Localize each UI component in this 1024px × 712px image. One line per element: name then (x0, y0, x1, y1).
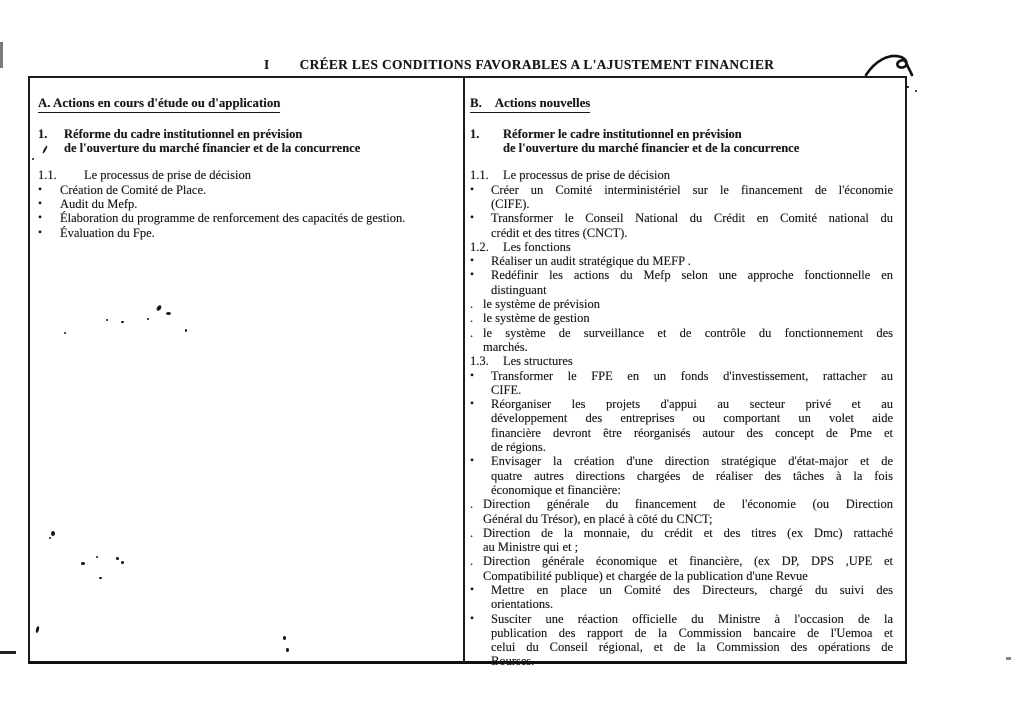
ink-speck (166, 312, 171, 315)
text-line: développement des entreprises ou comportant un volet aide (491, 411, 893, 426)
text-line: Les structures (503, 354, 573, 369)
item-text (60, 183, 455, 197)
text-line: distinguant (491, 282, 547, 297)
item-text (60, 211, 455, 225)
text-line: Redéfinir les actions du Mefp selon une approche fonctionnelle en (491, 268, 893, 283)
item-text (60, 226, 455, 240)
actions-table (28, 76, 907, 669)
list-item (470, 369, 893, 398)
item-text (491, 183, 893, 212)
ink-speck (51, 531, 55, 536)
list-item (470, 168, 893, 182)
text-line: Audit du Mefp. (60, 196, 138, 211)
spacer (470, 155, 893, 168)
dot-marker: . (470, 554, 474, 569)
bullet-marker: • (470, 212, 475, 225)
bullet-marker: • (470, 612, 475, 625)
text-line: CIFE. (491, 382, 522, 397)
item-text (483, 526, 893, 555)
bullet-marker: • (470, 255, 475, 268)
item-text (491, 583, 893, 612)
scan-edge-mark (0, 42, 3, 68)
text-line: économique et financière: (491, 482, 621, 497)
text-line: Direction générale économique et financière, (ex DP, DPS ,UPE et (483, 554, 893, 569)
title-text: CRÉER LES CONDITIONS FAVORABLES A L'AJUSTEMENT FINANCIER (299, 57, 775, 72)
number-marker: 1.1. (38, 168, 57, 183)
item-text (491, 369, 893, 398)
bullet-marker: • (38, 197, 43, 210)
list-item (38, 226, 455, 240)
list-item (470, 526, 893, 555)
column-b-header: B. Actions nouvelles (470, 96, 590, 113)
dot-marker: . (470, 311, 474, 326)
list-item (470, 183, 893, 212)
text-line: Le processus de prise de décision (503, 168, 670, 183)
spacer (38, 155, 455, 168)
text-line: financière devront être réorganisés autour des concept de Pme et (491, 425, 893, 440)
ink-speck (915, 90, 917, 92)
text-line: de l'ouverture du marché financier et de la concurrence (64, 141, 361, 156)
number-marker: 1.3. (470, 354, 489, 369)
text-line: au Ministre qui et ; (483, 540, 579, 555)
dot-marker: . (470, 497, 474, 512)
text-line: Création de Comité de Place. (60, 182, 207, 197)
text-line: Créer un Comité interministériel sur le financement de l'économie (491, 182, 893, 197)
dot-marker: . (470, 325, 474, 340)
number-marker: 1. (470, 126, 480, 141)
text-line: (CIFE). (491, 196, 530, 211)
ink-speck (121, 561, 124, 564)
list-item (470, 454, 893, 497)
list-item (38, 211, 455, 225)
item-text (483, 311, 893, 325)
title-roman-numeral: I (264, 57, 270, 72)
list-item (470, 254, 893, 268)
text-line: Réforme du cadre institutionnel en prévision (64, 126, 303, 141)
item-text (491, 211, 893, 240)
bullet-marker: • (470, 269, 475, 282)
bullet-marker: • (38, 226, 43, 239)
list-item (470, 354, 893, 368)
list-item (470, 311, 893, 325)
ink-speck (81, 562, 85, 565)
page-title (264, 57, 774, 73)
list-item (470, 554, 893, 583)
text-line: celui du Conseil régional, et de la Commission des opérations de (491, 640, 893, 655)
ink-speck (185, 329, 187, 332)
bullet-marker: • (470, 584, 475, 596)
scan-edge-mark (1006, 657, 1011, 660)
scan-edge-mark (0, 651, 16, 654)
dot-marker: . (470, 525, 474, 540)
item-text (503, 168, 893, 182)
number-marker: 1. (38, 126, 48, 141)
text-line: le système de gestion (483, 311, 590, 326)
text-line: Compatibilité publique) et chargée de la publication d'une Revue (483, 568, 808, 583)
pen-squiggle-icon (862, 48, 918, 82)
text-line: Direction de la monnaie, du crédit et des titres (ex Dmc) rattaché (483, 525, 893, 540)
text-line: Susciter une réaction officielle du Ministre à l'occasion de la (491, 611, 893, 626)
item-text (84, 168, 455, 182)
text-line: Général du Trésor), en placé à côté du CNCT; (483, 511, 713, 526)
number-marker: 1.2. (470, 239, 489, 254)
text-line: crédit et des titres (CNCT). (491, 225, 628, 240)
column-b-items (470, 127, 893, 669)
bullet-marker: • (38, 183, 43, 196)
bullet-marker: • (470, 183, 475, 196)
item-text (64, 127, 455, 156)
ink-speck (116, 557, 119, 560)
ink-speck (906, 86, 909, 88)
text-line: Bourses. (491, 654, 535, 669)
ink-speck (32, 158, 34, 160)
list-item (470, 268, 893, 297)
text-line: orientations. (491, 597, 554, 612)
list-item (470, 326, 893, 355)
list-item (38, 197, 455, 211)
text-line: Élaboration du programme de renforcement des capacités de gestion. (60, 211, 406, 226)
text-line: Transformer le FPE en un fonds d'investissement, rattacher au (491, 368, 893, 383)
text-line: le système de surveillance et de contrôle du fonctionnement des (483, 325, 893, 340)
bullet-marker: • (470, 455, 475, 468)
list-item (38, 168, 455, 182)
text-line: Réorganiser les projets d'appui au secteur privé et au (491, 397, 893, 412)
bullet-marker: • (38, 212, 43, 225)
item-text (503, 240, 893, 254)
list-item (470, 127, 893, 156)
text-line: le système de prévision (483, 297, 600, 312)
text-line: de l'ouverture du marché financier et de la concurrence (503, 141, 800, 156)
item-text (60, 197, 455, 211)
item-text (483, 326, 893, 355)
list-item (470, 240, 893, 254)
text-line: Réaliser un audit stratégique du MEFP . (491, 254, 691, 269)
text-line: Mettre en place un Comité des Directeurs, chargé du suivi des (491, 583, 893, 597)
list-item (470, 397, 893, 454)
item-text (503, 354, 893, 368)
text-line: publication des rapport de la Commission bancaire de l'Uemoa et (491, 625, 893, 640)
text-line: Envisager la création d'une direction stratégique d'état-major et de (491, 454, 893, 469)
column-b (465, 78, 905, 669)
list-item (470, 211, 893, 240)
text-line: marchés. (483, 339, 528, 354)
text-line: Les fonctions (503, 239, 571, 254)
text-line: quatre autres directions chargées de réaliser des tâches à la fois (491, 468, 893, 483)
list-item (38, 183, 455, 197)
ink-speck (96, 556, 98, 558)
text-line: Transformer le Conseil National du Crédit en Comité national du (491, 211, 893, 226)
ink-speck (99, 577, 102, 579)
item-text (491, 254, 893, 268)
item-text (491, 268, 893, 297)
ink-speck (121, 321, 124, 323)
list-item (470, 583, 893, 612)
list-item (470, 297, 893, 311)
text-line: de régions. (491, 440, 546, 455)
ink-speck (49, 537, 51, 539)
text-line: Évaluation du Fpe. (60, 225, 155, 240)
item-text (491, 454, 893, 497)
list-item (38, 127, 455, 156)
column-a-header: A. Actions en cours d'étude ou d'application (38, 96, 280, 113)
item-text (483, 297, 893, 311)
bullet-marker: • (470, 369, 475, 382)
text-line: Réformer le cadre institutionnel en prévision (503, 126, 742, 141)
item-text (483, 554, 893, 583)
item-text (503, 127, 893, 156)
list-item (470, 497, 893, 526)
ink-speck (147, 318, 149, 320)
ink-speck (64, 332, 66, 334)
list-item (470, 612, 893, 669)
ink-speck (283, 636, 286, 640)
dot-marker: . (470, 297, 474, 312)
bullet-marker: • (470, 398, 475, 411)
item-text (491, 397, 893, 454)
column-a-items (38, 127, 455, 240)
number-marker: 1.1. (470, 168, 489, 183)
text-line: Direction générale du financement de l'économie (ou Direction (483, 497, 893, 512)
column-a (30, 78, 465, 661)
ink-speck (106, 319, 108, 321)
ink-speck (286, 648, 289, 652)
item-text (491, 612, 893, 669)
text-line: Le processus de prise de décision (84, 168, 251, 183)
item-text (483, 497, 893, 526)
